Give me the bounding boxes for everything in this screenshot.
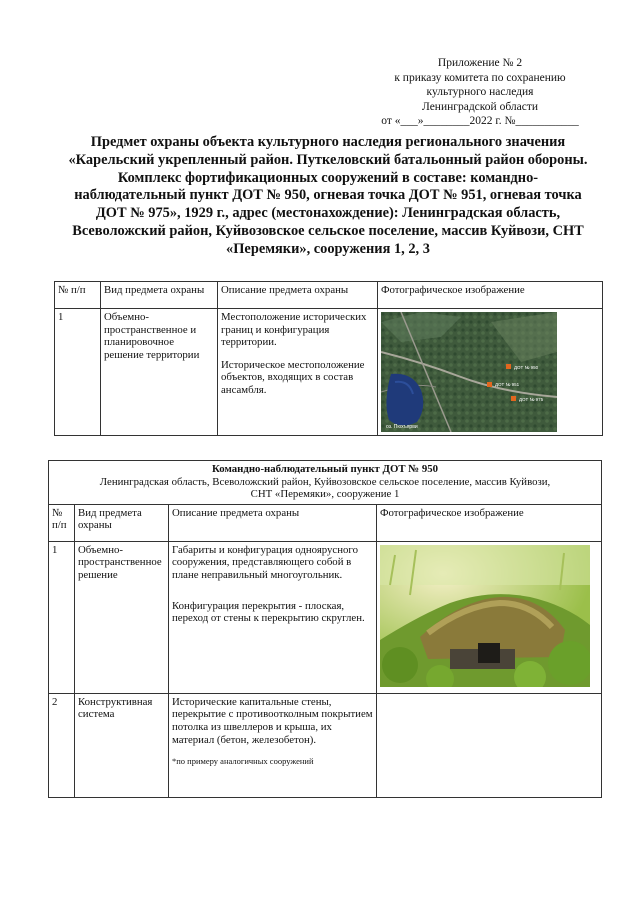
bunker-protection-table: [48, 460, 602, 798]
appendix-committee-line: культурного наследия: [426, 86, 534, 98]
row-type: Конструктивная система: [75, 693, 169, 797]
description-note: *по примеру аналогичных сооружений: [172, 756, 314, 767]
row-description: [169, 541, 377, 693]
bunker-photo-image: [380, 545, 590, 687]
title-line: «Перемяки», сооружения 1, 2, 3: [226, 240, 430, 257]
description-paragraph: Конфигурация перекрытия - плоская, переход от стены к перекрытию скруглен.: [172, 599, 365, 625]
header-description: Описание предмета охраны: [169, 504, 377, 541]
appendix-header: [355, 56, 605, 129]
header-num: № п/п: [55, 282, 101, 309]
row-photo: [377, 541, 602, 693]
map-label-lake: оз. Пюхъярви: [386, 424, 418, 430]
caption-address: СНТ «Перемяки», сооружение 1: [250, 488, 400, 501]
header-type: Вид предмета охраны: [75, 504, 169, 541]
row-number: 1: [49, 541, 75, 693]
map-label-dot951: ДОТ № 951: [495, 382, 520, 387]
row-type: Объемно-пространственное и планировочное решение территории: [101, 309, 218, 436]
dot-marker: [511, 396, 516, 401]
caption-address: Ленинградская область, Всеволожский район, Куйвозовское сельское поселение, массив Куйвози,: [99, 475, 551, 488]
description-paragraph: Исторические капитальные стены, перекрытие с противоотколным покрытием потолка из швеллеров и крыша, их материал (бетон, железобетон).: [172, 695, 373, 746]
appendix-number: Приложение № 2: [437, 57, 523, 69]
row-description: [169, 693, 377, 797]
table-caption: [49, 461, 602, 505]
row-number: 1: [55, 309, 101, 436]
table-row: [49, 541, 602, 693]
table-header-row: [49, 504, 602, 541]
title-line: ДОТ № 975», 1929 г., адрес (местонахождение): Ленинградская область,: [95, 205, 561, 222]
row-photo: [378, 309, 603, 436]
header-photo: Фотографическое изображение: [378, 282, 603, 309]
title-line: «Карельский укрепленный район. Путкеловский батальонный район обороны.: [68, 151, 588, 168]
appendix-region-line: Ленинградской области: [421, 100, 539, 113]
row-description: [218, 309, 378, 436]
dot-marker: [487, 382, 492, 387]
appendix-date-line: от «___»________2022 г. №___________: [381, 115, 579, 127]
table-caption-row: [49, 461, 602, 505]
appendix-order-line: к приказу комитета по сохранению: [394, 71, 566, 84]
title-line: Всеволожский район, Куйвозовское сельское поселение, массив Куйвози, СНТ: [72, 222, 584, 239]
table-header-row: [55, 282, 603, 309]
table-row: [49, 693, 602, 797]
title-line: Комплекс фортификационных сооружений в составе: командно-: [117, 169, 539, 186]
title-line: наблюдательный пункт ДОТ № 950, огневая точка ДОТ № 951, огневая точка: [74, 187, 582, 204]
territory-protection-table: [54, 281, 603, 436]
row-photo-empty: [377, 693, 602, 797]
map-label-dot950: ДОТ № 950: [514, 365, 539, 370]
header-photo: Фотографическое изображение: [377, 504, 602, 541]
description-paragraph: Местоположение исторических границ и конфигурация территории.: [221, 311, 367, 349]
header-num: № п/п: [49, 504, 75, 541]
header-description: Описание предмета охраны: [218, 282, 378, 309]
caption-title: Командно-наблюдательный пункт ДОТ № 950: [211, 463, 439, 475]
dot-marker: [506, 364, 511, 369]
description-paragraph: Габариты и конфигурация одноярусного сооружения, представляющего собой в плане неправильный многоугольник.: [172, 543, 358, 581]
satellite-map-image: [381, 312, 557, 432]
title-line: Предмет охраны объекта культурного наследия регионального значения: [90, 134, 566, 150]
header-type: Вид предмета охраны: [101, 282, 218, 309]
map-label-dot975: ДОТ № 975: [519, 397, 544, 402]
row-number: 2: [49, 693, 75, 797]
table-row: [55, 309, 603, 436]
description-paragraph: Историческое местоположение объектов, входящих в состав ансамбля.: [221, 358, 365, 396]
document-title: [48, 134, 608, 259]
row-type: Объемно-пространственное решение: [75, 541, 169, 693]
